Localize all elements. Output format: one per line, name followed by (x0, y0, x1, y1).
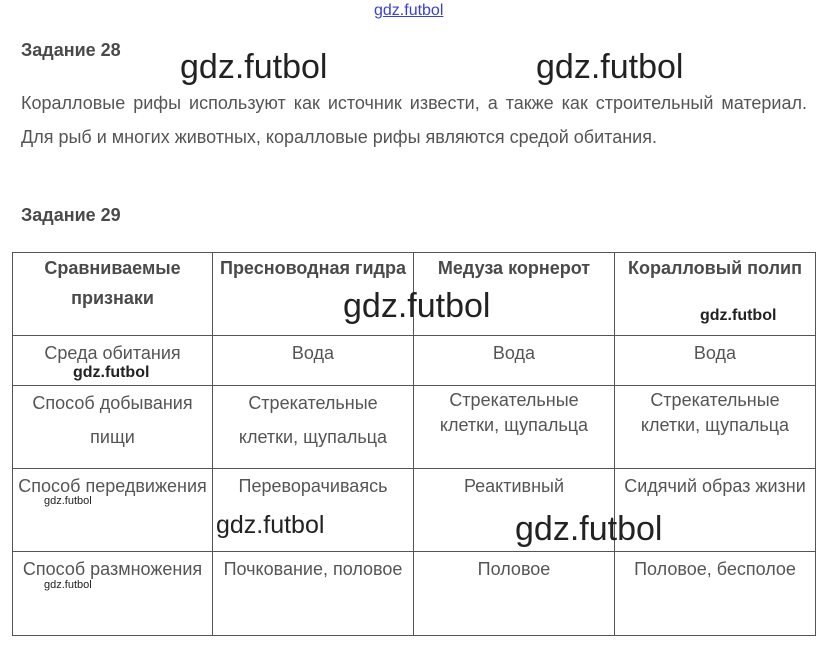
header-cell-jellyfish: Медуза корнерот (414, 253, 615, 336)
table-cell: Переворачиваясь (213, 469, 414, 552)
table-cell: Реактивный (414, 469, 615, 552)
table-cell: Вода (615, 336, 816, 386)
table-cell: Сидячий образ жизни (615, 469, 816, 552)
watermark-text: gdz.futbol (343, 287, 491, 325)
table-cell: Половое, бесполое (615, 552, 816, 636)
table-cell: Стрекательные клетки, щупальца (615, 386, 816, 469)
table-cell: Половое (414, 552, 615, 636)
header-cell-features: Сравниваемые признаки (13, 253, 213, 336)
table-cell: Вода (213, 336, 414, 386)
row-label-reproduction: Способ размножения (13, 552, 213, 636)
task-28-title: Задание 28 (21, 40, 121, 60)
header-cell-coral-polyp: Коралловый полип (615, 253, 816, 336)
row-label-feeding: Способ добывания пищи (13, 386, 213, 469)
task-29-title: Задание 29 (21, 205, 121, 225)
header-cell-hydra: Пресноводная гидра (213, 253, 414, 336)
table-cell: Почкование, половое (213, 552, 414, 636)
watermark-text: gdz.futbol (700, 307, 777, 324)
watermark-text: gdz.futbol (515, 510, 663, 548)
task-28-answer-text: Коралловые рифы используют как источник извести, а также как строительный материал. Для рыб и многих животных, коралловые рифы являются средой обитания. (21, 93, 807, 147)
watermark-text: gdz.futbol (216, 511, 325, 539)
watermark-text: gdz.futbol (180, 48, 328, 86)
table-cell: Стрекательные клетки, щупальца (213, 386, 414, 469)
row-label-habitat: Среда обитания (13, 336, 213, 386)
watermark-text: gdz.futbol (44, 579, 92, 591)
table-row (13, 386, 816, 469)
table-row (13, 552, 816, 636)
row-label-locomotion: Способ передвижения (13, 469, 213, 552)
header-watermark-link[interactable]: gdz.futbol (374, 2, 444, 19)
watermark-text: gdz.futbol (44, 495, 92, 507)
watermark-text: gdz.futbol (536, 48, 684, 86)
table-cell: Стрекательные клетки, щупальца (414, 386, 615, 469)
table-row (13, 469, 816, 552)
table-cell: Вода (414, 336, 615, 386)
watermark-text: gdz.futbol (73, 364, 150, 381)
